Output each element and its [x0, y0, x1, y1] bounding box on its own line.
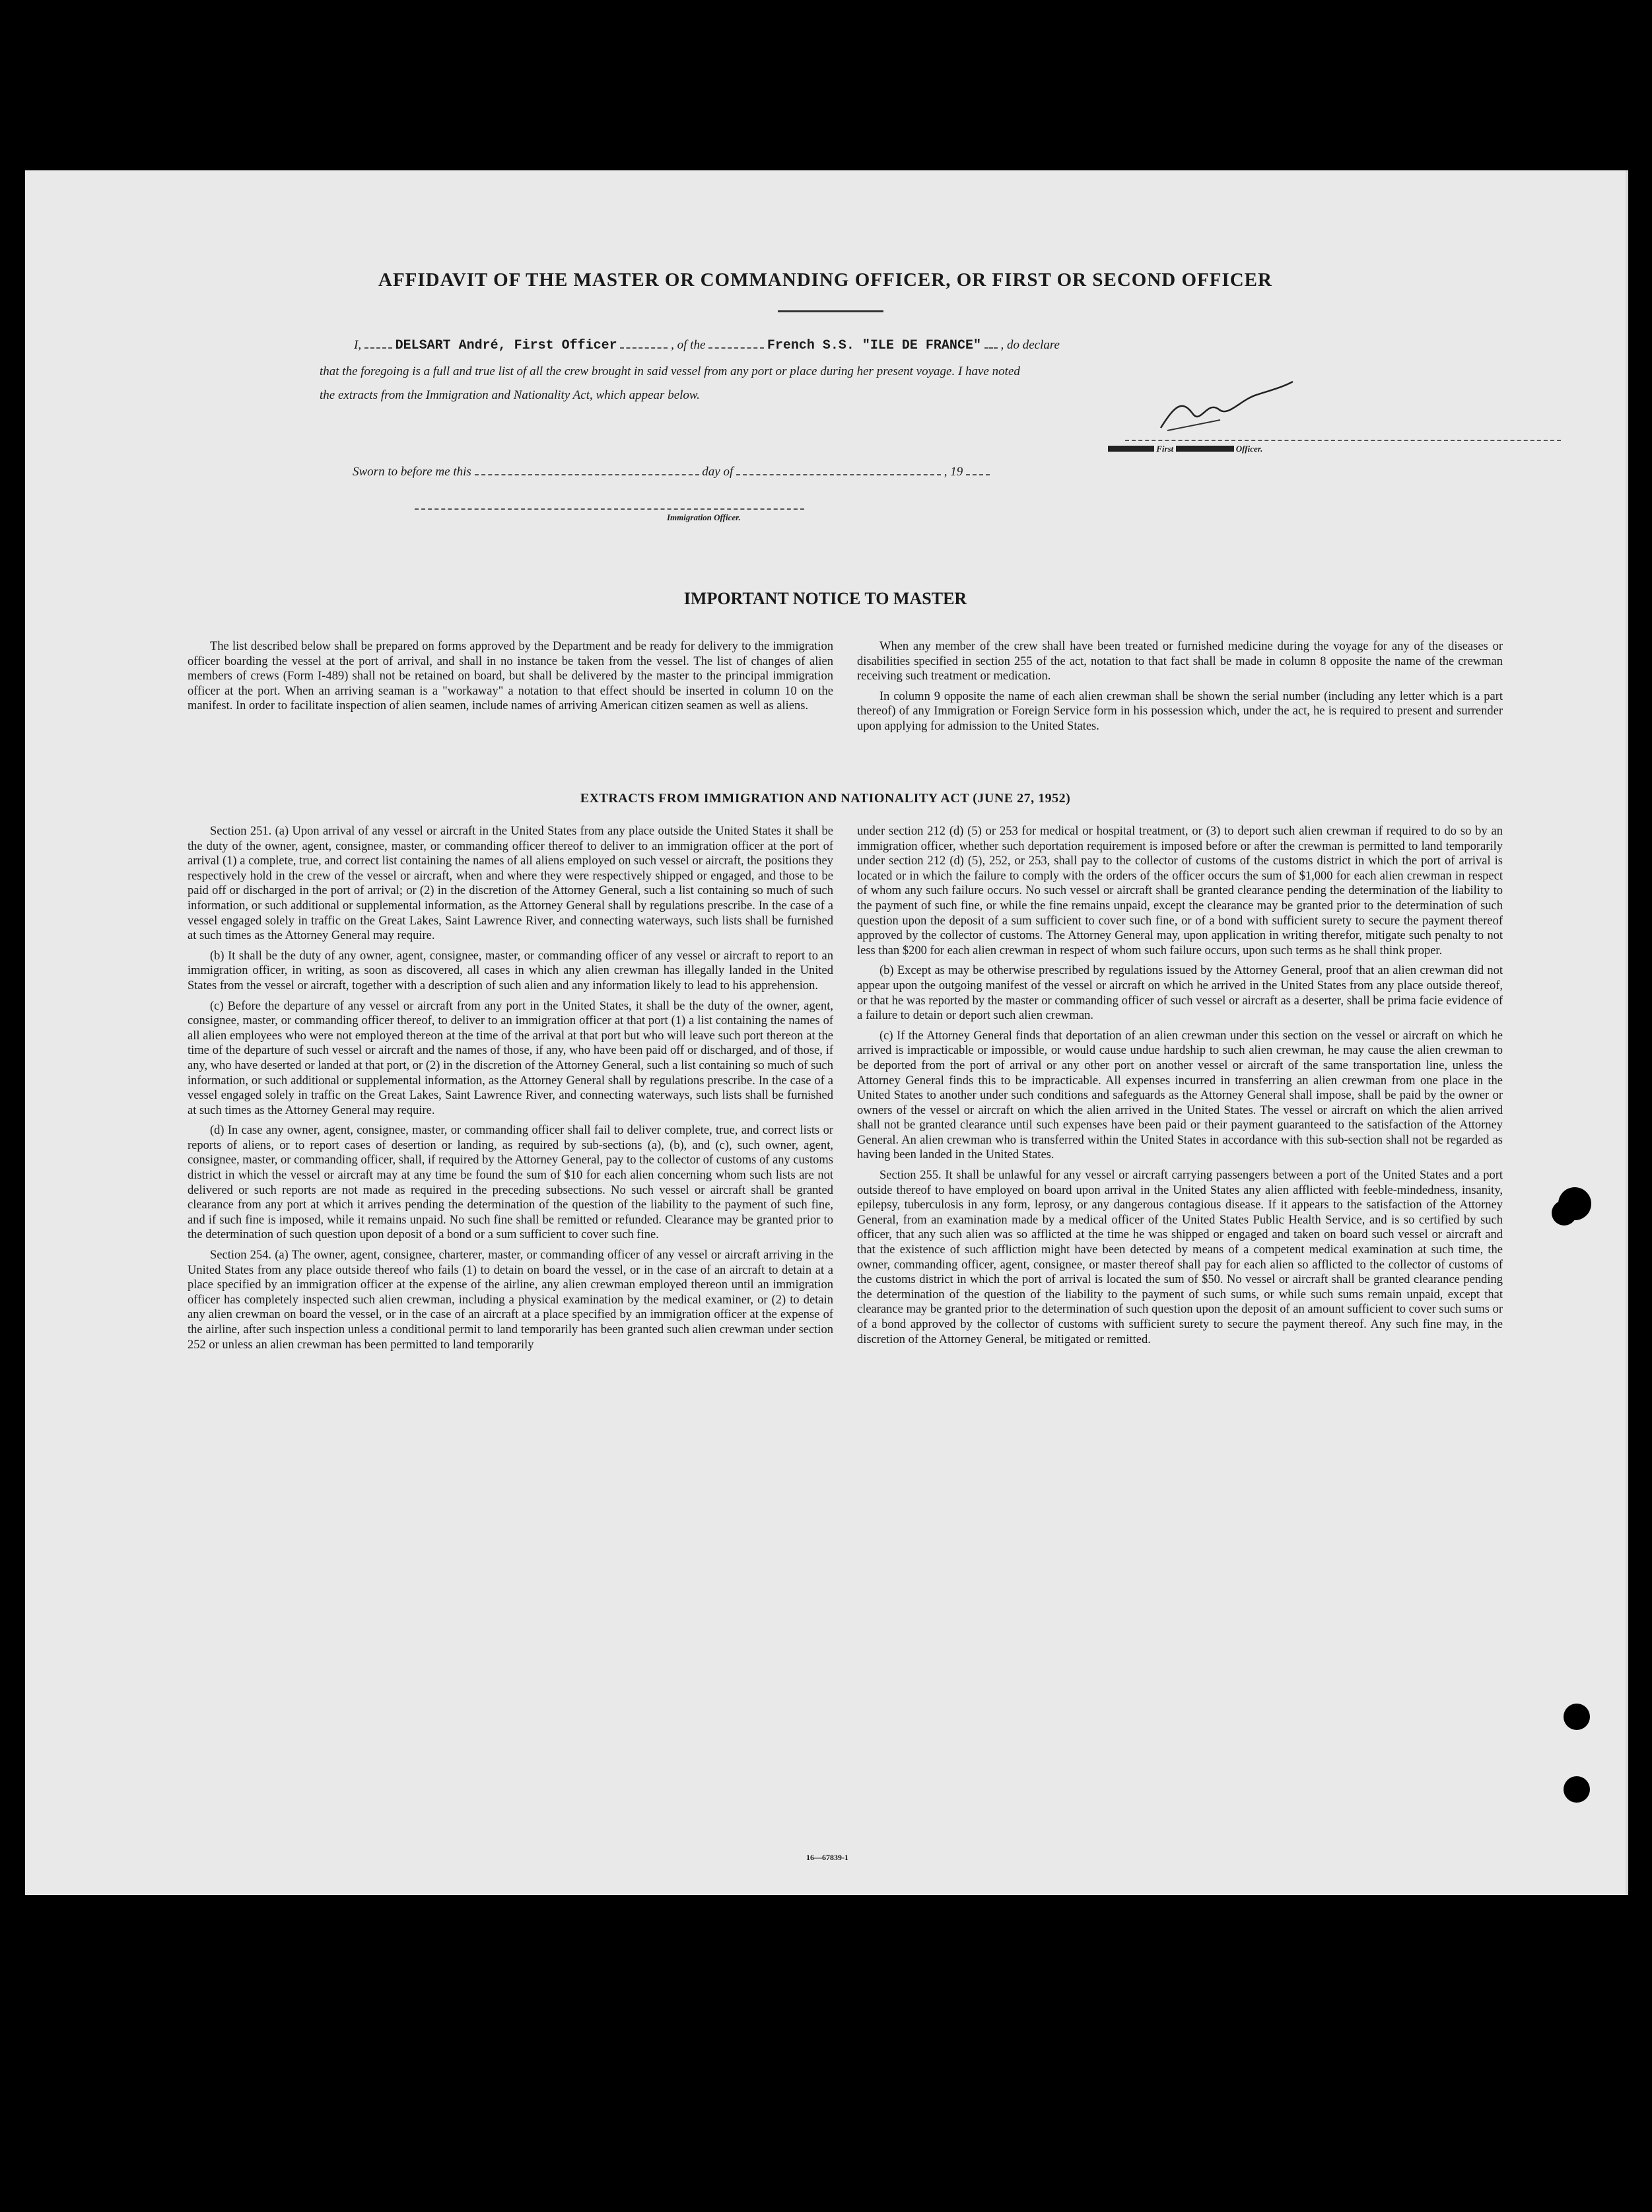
- struck-out-word: [1108, 446, 1154, 452]
- declaration-line-3: the extracts from the Immigration and Nationality Act, which appear below.: [320, 388, 700, 402]
- document-page: [25, 170, 1626, 1895]
- notice-right-paragraph-2: In column 9 opposite the name of each alien crewman shall be shown the serial number (including any letter which is a part thereof) of any Immigration or Foreign Service form in his possession which, under the act, he is required to present and surrender upon applying for admission to the United States.: [857, 689, 1503, 733]
- officer-caption-officer: Officer.: [1235, 444, 1263, 454]
- punch-hole: [1552, 1200, 1577, 1226]
- declaration-line-1: [354, 338, 1371, 353]
- section-254-c: (c) If the Attorney General finds that deportation of an alien crewman under this section on the vessel or aircraft on which he arrived is impracticable or impossible, or would cause undue hardship to such alien crewman, he may cause the alien crewman to be deported from the port of arrival or any other port on another vessel or aircraft of the same transportation line, unless the Attorney General finds this to be impracticable. All expenses incurred in transferring an alien crewman from one place in the United States to another under such conditions and safeguards as the Attorney General shall impose, shall be paid by the owner or owners of the vessel or aircraft on which the alien arrived in the United States. The vessel or aircraft on which the alien arrived shall not be granted clearance until such expenses have been paid or their payment guaranteed to the satisfaction of the Attorney General. An alien crewman who is transferred within the United States in accordance with this sub-section shall not be regarded as having been landed in the United States.: [857, 1029, 1503, 1162]
- notice-title: IMPORTANT NOTICE TO MASTER: [683, 589, 967, 608]
- day-of-label: day of: [702, 465, 734, 479]
- extracts-right-column: [857, 824, 1503, 1352]
- section-255: Section 255. It shall be unlawful for any vessel or aircraft carrying passengers between a port of the United States and a port outside thereof to have employed on board upon arrival in the United States any alien afflicted with feeble-mindedness, insanity, epilepsy, tuberculosis in any form, leprosy, or any dangerous contagious disease. If it appears to the satisfaction of the Attorney General, from an examination made by a medical officer of the United States Public Health Service, and is so certified by such officer, that any such alien was so afflicted at the time he was shipped or engaged and taken on board such vessel or aircraft and that the existence of such affliction might have been detected by means of a competent medical examination at such time, the owner, commanding officer, agent, consignee, or master thereof shall pay for each alien so afflicted to the collector of customs of the customs district in which the port of arrival is located the sum of $50. No vessel or aircraft shall be granted clearance pending the determination of the question of the liability to the payment of such sums, or while such sums remain unpaid, except that clearance may be granted prior to the determination of such question upon the deposit of an amount sufficient to cover such sums or of a bond approved by the collector of customs with sufficient surety to secure the payment thereof. Any such fine may, in the discretion of the Attorney General, be mitigated or remitted.: [857, 1169, 1503, 1346]
- form-number: 16—67839-1: [806, 1853, 848, 1862]
- punch-hole: [1564, 1704, 1590, 1730]
- section-251-d: (d) In case any owner, agent, consignee, master, or commanding officer shall fail to deliver complete, true, and correct lists or reports of aliens, or to report cases of desertion or landing, as required by sub-sections (a), (b), and (c), such owner, agent, consignee, master, or commanding officer, shall, if required by the Attorney General, pay to the collector of customs of any customs district in which the vessel or aircraft may at any time be found the sum of $10 for each alien concerning whom such lists are not delivered or such reports are not made as required in the preceding subsections. No such vessel or aircraft shall be granted clearance from any port at which it arrives pending the determination of the question of the liability to the payment of such fine, and if such fine is imposed, while it remains unpaid. No such fine shall be remitted or refunded. Clearance may be granted prior to the determination of such question upon deposit of a bond or a sum sufficient to cover such fine.: [188, 1124, 833, 1242]
- immigration-officer-line: [415, 508, 804, 510]
- immigration-officer-caption: Immigration Officer.: [667, 512, 741, 522]
- section-254-a: Section 254. (a) The owner, agent, consignee, charterer, master, or commanding officer of any vessel or aircraft arriving in the United States from any place outside thereof who fails (1) to detain on board the vessel, or in the case of an aircraft to detain at a place specified by an immigration officer at the expense of the airline, any alien crewman employed thereon until an immigration officer has completely inspected such alien crewman, including a physical examination by the medical examiner, or (2) to detain any alien crewman on board the vessel, or in the case of an aircraft at a place specified by an immigration officer at the expense of the airline, after such inspection unless a conditional permit to land temporarily has been granted such alien crewman under section 252 or unless an alien crewman has been permitted to land temporarily: [188, 1249, 833, 1352]
- officer-name: DELSART André, First Officer: [395, 338, 617, 353]
- year-label: , 19: [944, 465, 963, 479]
- extracts-title: EXTRACTS FROM IMMIGRATION AND NATIONALITY ACT (JUNE 27, 1952): [580, 791, 1071, 806]
- sworn-line: [353, 465, 1277, 479]
- section-254-b: (b) Except as may be otherwise prescribed by regulations issued by the Attorney General, proof that an alien crewman did not appear upon the outgoing manifest of the vessel or aircraft on which he arrived in the United States from any place outside thereof, or that he was reported by the master or commanding officer of such vessel or aircraft as a deserter, shall be prima facie evidence of a failure to detain or deport such alien crewman.: [857, 964, 1503, 1023]
- notice-left-column: [188, 639, 833, 719]
- vessel-name: French S.S. "ILE DE FRANCE": [767, 338, 981, 353]
- affidavit-title: AFFIDAVIT OF THE MASTER OR COMMANDING OFFICER, OR FIRST OR SECOND OFFICER: [378, 269, 1272, 291]
- section-251-b: (b) It shall be the duty of any owner, agent, consignee, master, or commanding officer of any vessel or aircraft to report to an immigration officer, in writing, as soon as discovered, all cases in which any alien crewman has illegally landed in the United States from the vessel or aircraft, together with a description of such alien and any information likely to lead to his apprehension.: [188, 949, 833, 992]
- officer-caption-first: First: [1156, 444, 1174, 454]
- section-254-a-continued: under section 212 (d) (5) or 253 for medical or hospital treatment, or (3) to deport such alien crewman if required to do so by an immigration officer, whether such deportation requirement is imposed before or after the crewman is permitted to land temporarily under section 212 (d) (5), 252, or 253, shall pay to the collector of customs of the customs district in which the port of arrival is located or in which the failure to comply with the orders of the officer occurs the sum of $1,000 for each alien crewman in respect of whom any such failure occurs. No such vessel or aircraft shall be granted clearance pending the determination of the liability to the payment of such fine, or while the fine remains unpaid, except the clearance may be granted prior to the determination of such question upon the deposit of a sum sufficient to cover such fine, or of a bond with sufficient surety to secure the payment thereof approved by the collector of customs. The Attorney General may, upon application in writing therefor, mitigate such penalty to not less than $200 for each alien crewman in respect of whom such failure occurs, upon such terms as he shall think proper.: [857, 825, 1503, 957]
- punch-hole: [1564, 1776, 1590, 1803]
- notice-right-paragraph-1: When any member of the crew shall have been treated or furnished medicine during the voyage for any of the diseases or disabilities specified in section 255 of the act, notation to that fact shall be made in column 8 opposite the name of the crewman receiving such treatment or medication.: [857, 640, 1503, 683]
- officer-caption: [1108, 444, 1262, 454]
- section-251-a: Section 251. (a) Upon arrival of any vessel or aircraft in the United States from any place outside the United States it shall be the duty of the owner, agent, consignee, master, or commanding officer thereof to deliver to an immigration officer at the port of arrival (1) a complete, true, and correct list containing the names of all aliens employed on such vessel or aircraft, the positions they respectively hold in the crew of the vessel or aircraft, when and where they were respectively shipped or engaged, and those to be paid off or discharged in the port of arrival; or (2) in the discretion of the Attorney General, such a list containing so much of such information, or such additional or supplemental information, as the Attorney General shall by regulations prescribe. In the case of a vessel engaged solely in traffic on the Great Lakes, Saint Lawrence River, and connecting waterways, such lists shall be furnished at such times as the Attorney General may require.: [188, 825, 833, 943]
- officer-signature-line: [1125, 440, 1561, 441]
- of-the-label: , of the: [671, 338, 706, 352]
- officer-signature: [1141, 380, 1306, 440]
- page-edge: [1626, 170, 1628, 1895]
- i-label: I,: [354, 338, 362, 352]
- notice-right-column: [857, 639, 1503, 740]
- declaration-line-2: that the foregoing is a full and true list of all the crew brought in said vessel from any port or place during her present voyage. I have noted: [320, 364, 1020, 378]
- sworn-label: Sworn to before me this: [353, 465, 471, 479]
- title-rule: [778, 310, 883, 312]
- struck-out-word: [1176, 446, 1234, 452]
- section-251-c: (c) Before the departure of any vessel or aircraft from any port in the United States, it shall be the duty of the owner, agent, consignee, master, or commanding officer thereof, to deliver to an immigration officer at that port (1) a list containing the names of all alien employees who were not employed thereon at the time of the arrival at that port but who will leave such port thereon at the time of the departure of such vessel or aircraft and the names of those, if any, who have been paid off or discharged, and of those, if any, who have deserted or landed at that port, or (2) in the discretion of the Attorney General, such a list containing so much of such information, or such additional or supplemental information, as the Attorney General shall by regulations prescribe. In the case of a vessel engaged solely in traffic on the Great Lakes, Saint Lawrence River, and connecting waterways, such lists shall be furnished at such times as the Attorney General may require.: [188, 999, 833, 1117]
- notice-left-paragraph: The list described below shall be prepared on forms approved by the Department and be ready for delivery to the immigration officer boarding the vessel at the port of arrival, and shall in no instance be taken from the vessel. The list of changes of alien members of crews (Form I-489) shall not be retained on board, but shall be delivered by the master to the principal immigration officer at the port. When an arriving seaman is a "workaway" a notation to that effect should be inserted in column 10 on the manifest. In order to facilitate inspection of alien seamen, include names of arriving American citizen seamen as well as aliens.: [188, 640, 833, 713]
- do-declare-label: , do declare: [1000, 338, 1060, 352]
- extracts-left-column: [188, 824, 833, 1358]
